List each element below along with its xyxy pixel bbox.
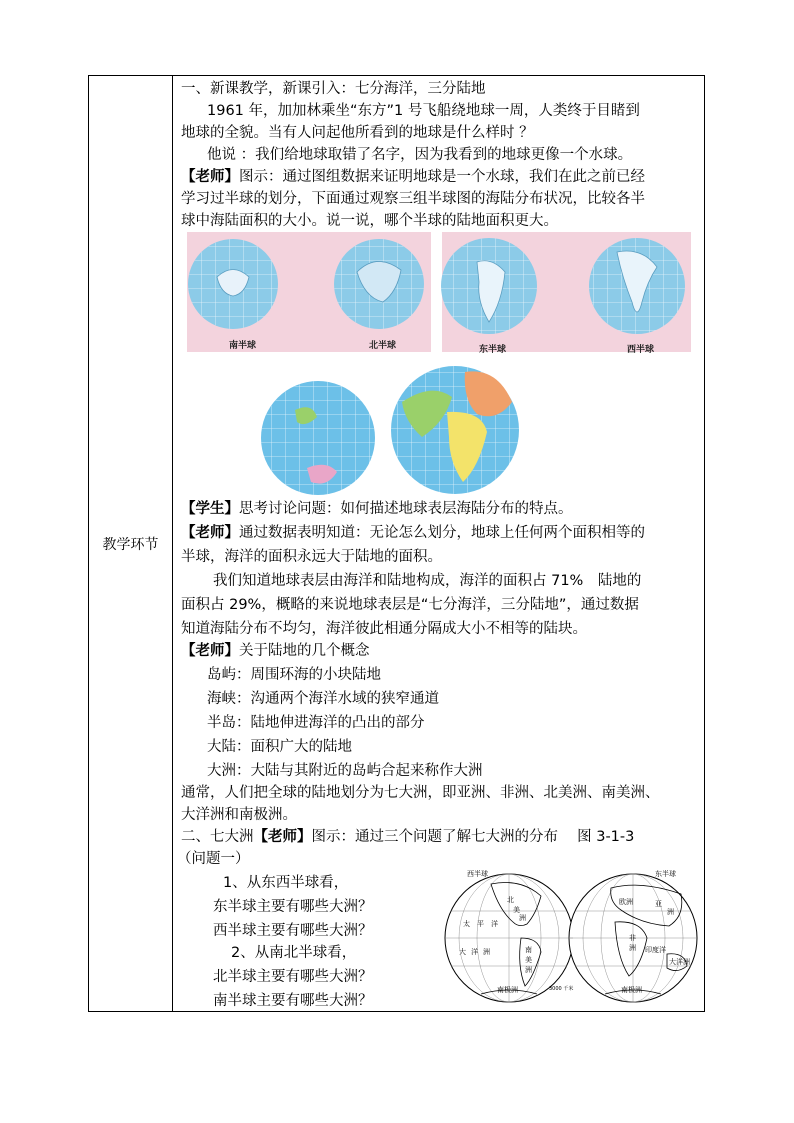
svg-text:非: 非 [629, 934, 636, 942]
svg-text:洋: 洋 [471, 948, 478, 956]
hemisphere-figures [187, 232, 699, 497]
teacher-tag: 【老师】 [253, 829, 312, 845]
question-line: 1、从东西半球看， [223, 875, 349, 891]
paragraph-line: 知道海陆分布不均匀，海洋彼此相通分隔成大小不相等的陆块。 [181, 621, 587, 637]
question-line: 南半球主要有哪些大洲？ [213, 993, 373, 1009]
west-hemisphere-label: 西半球 [627, 345, 655, 355]
east-title: 东半球 [655, 870, 676, 878]
paragraph-line: 大洋洲和南极洲。 [181, 807, 297, 823]
svg-text:平: 平 [477, 920, 484, 928]
svg-text:3000 千米: 3000 千米 [549, 986, 574, 992]
paragraph-line: 地球的全貌。当有人问起他所看到的地球是什么样时 ？ [181, 125, 534, 141]
svg-text:欧洲: 欧洲 [619, 898, 633, 906]
svg-text:大洋洲: 大洋洲 [669, 958, 690, 966]
concept-island: 岛屿：周围环海的小块陆地 [207, 667, 381, 683]
svg-text:洲: 洲 [525, 966, 532, 974]
svg-text:洲: 洲 [519, 914, 526, 922]
student-tag: 【学生】 [181, 501, 239, 517]
svg-text:洲: 洲 [629, 944, 636, 952]
intro-heading: 一、新课教学，新课引入：七分海洋，三分陆地 [181, 81, 486, 97]
section-label: 教学环节 [102, 537, 159, 553]
east-hemisphere-label: 东半球 [479, 345, 507, 355]
paragraph-line: 面积占 29%，概略的来说地球表层是“七分海洋，三分陆地”，通过数据 [181, 597, 639, 613]
north-hemisphere-label: 北半球 [369, 341, 397, 351]
paragraph-line: 学习过半球的划分，下面通过观察三组半球图的海陆分布状况，比较各半 [181, 191, 645, 207]
svg-text:大: 大 [459, 948, 466, 956]
svg-text:太: 太 [463, 920, 470, 928]
west-title: 西半球 [467, 870, 488, 878]
paragraph-line: 通常，人们把全球的陆地划分为七大洲，即亚洲、非洲、北美洲、南美洲、 [181, 785, 660, 801]
paragraph-line: 【老师】关于陆地的几个概念 [181, 643, 370, 659]
continents-map [441, 866, 699, 1006]
concept-peninsula: 半岛：陆地伸进海洋的凸出的部分 [207, 715, 425, 731]
concept-mainland: 大陆：面积广大的陆地 [207, 739, 352, 755]
svg-text:亚: 亚 [655, 900, 662, 908]
lesson-table [88, 75, 705, 1012]
question-line: 东半球主要有哪些大洲？ [213, 899, 373, 915]
svg-text:洋: 洋 [491, 920, 498, 928]
svg-text:印度洋: 印度洋 [645, 946, 666, 954]
svg-text:洲: 洲 [667, 908, 674, 916]
svg-text:南: 南 [525, 946, 532, 954]
content-cell [173, 76, 704, 1011]
paragraph-line: 【老师】图示：通过图组数据来证明地球是一个水球，我们在此之前已经 [181, 169, 645, 185]
question-line: 西半球主要有哪些大洲？ [213, 923, 373, 939]
paragraph-line: 半球，海洋的面积永远大于陆地的面积。 [181, 549, 442, 565]
svg-text:美: 美 [513, 906, 520, 914]
paragraph-line: 【学生】思考讨论问题：如何描述地球表层海陆分布的特点。 [181, 501, 573, 517]
paragraph-line: 球中海陆面积的大小。说一说，哪个半球的陆地面积更大。 [181, 213, 558, 229]
svg-text:美: 美 [525, 956, 532, 964]
question-one-label: （问题一） [177, 851, 250, 867]
paragraph-line: 【老师】通过数据表明知道：无论怎么划分，地球上任何两个面积相等的 [181, 525, 645, 541]
svg-text:北: 北 [507, 896, 514, 904]
question-line: 2、从南北半球看， [231, 945, 357, 961]
svg-text:洲: 洲 [483, 948, 490, 956]
teacher-tag: 【老师】 [181, 525, 239, 541]
svg-text:南极洲: 南极洲 [497, 986, 518, 994]
south-hemisphere-label: 南半球 [229, 341, 257, 351]
paragraph-line: 1961 年，加加林乘坐“东方”1 号飞船绕地球一周，人类终于目睹到 [207, 103, 640, 119]
section-cell [89, 76, 173, 1011]
teacher-tag: 【老师】 [181, 169, 239, 185]
paragraph-line: 我们知道地球表层由海洋和陆地构成，海洋的面积占 71% 陆地的 [213, 573, 642, 589]
concept-continent: 大洲：大陆与其附近的岛屿合起来称作大洲 [207, 763, 483, 779]
question-line: 北半球主要有哪些大洲？ [213, 969, 373, 985]
section-two-heading: 二、七大洲【老师】图示：通过三个问题了解七大洲的分布 图 3-1-3 [181, 829, 635, 845]
svg-text:南极洲: 南极洲 [621, 986, 642, 994]
concept-strait: 海峡：沟通两个海洋水域的狭窄通道 [207, 691, 439, 707]
paragraph-line: 他说 ：我们给地球取错了名字，因为我看到的地球更像一个水球。 [207, 147, 633, 163]
teacher-tag: 【老师】 [181, 643, 239, 659]
